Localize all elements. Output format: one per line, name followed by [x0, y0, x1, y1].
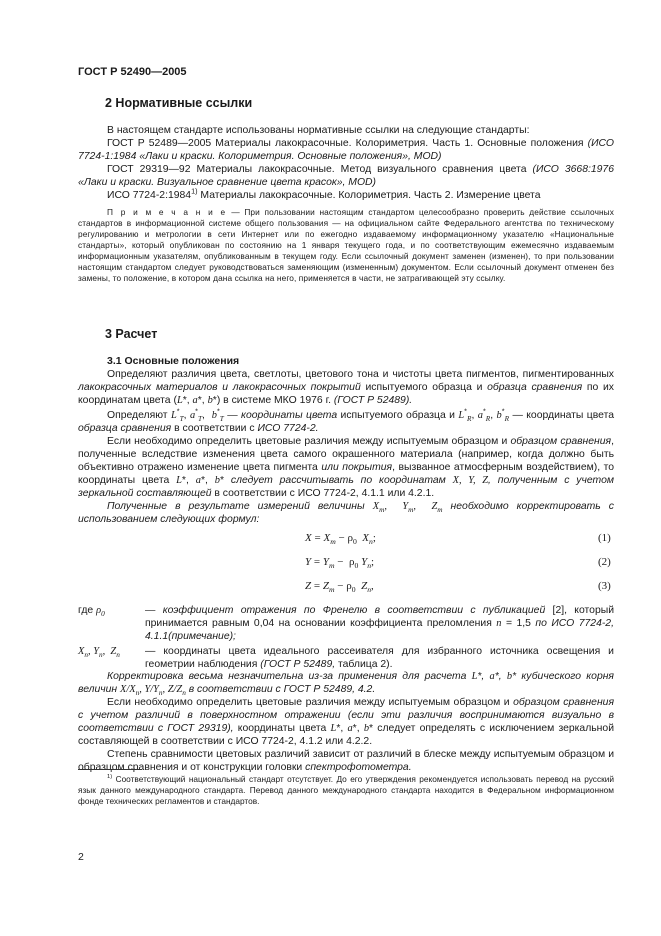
paragraph-cube-root: Корректировка весьма незначительна из-за применения для расчета L*, a*, b* кубического корня величин $X/X_n$, $Y/Y_n$, $Z/Z_n$ в соответствии с ГОСТ Р 52489, 4.2.: [78, 671, 614, 698]
section-3-title: 3 Расчет: [105, 327, 158, 341]
definition-xn-yn-zn: $X_n$, $Y_n$, $Z_n$ — координаты цвета идеального рассеивателя для избранного источника освещения и геометрии наблюдения (ГОСТ Р 52489, таблица 2).: [78, 646, 614, 670]
paragraph-coordinates: Определяют $L^*_T$, $a^*_T$, $b^*_T$ — координаты цвета испытуемого образца и $L^*_R$, $a^*_R$, $b^*_R$ — координаты цвета образца сравнения в соответствии с ИСО 7724-2.: [78, 406, 615, 434]
references-intro: В настоящем стандарте использованы нормативные ссылки на следующие стандарты:: [107, 125, 530, 136]
document-header: ГОСТ Р 52490—2005: [78, 66, 187, 78]
subsection-3-1-title: 3.1 Основные положения: [107, 355, 240, 367]
document-page: ГОСТ Р 52490—2005 2 Нормативные ссылки В настоящем стандарте использованы нормативные ссылки на следующие стандарты: ГОСТ Р 52489—2005 Материалы лакокрасочные. Колориметрия. Часть 1. Основные положения (ИСО 7724-1:1984 «Лаки и краски. Колориметрия. Основные положения», MOD) ГОСТ 29319—92 Материалы лакокрасочные. Метод визуального сравнения цвета (ИСО 3668:1976 «Лаки и краски. Визуальное сравнение цвета красок», MOD) ИСО 7724-2:1984$^{1)}$ Материалы лакокрасочные. Колориметрия. Часть 2. Измерение цвета П р и м е ч а н и е — При пользовании настоящим стандартом целесообразно проверить действие ссылочных стандартов в информационной системе общего пользования — на официальном сайте Федерального агентства по техническому регулированию и метрологии в сети Интернет или по ежегодно издаваемому информационному указателю «Национальные стандарты», который опубликован по состоянию на 1 января текущего года, и по соответствующим ежемесячно издаваемым информационным указателям, опубликованным в текущем году. Если ссылочный документ заменен (изменен), то при пользовании настоящим стандартом следует руководствоваться заменяющим (измененным) документом. Если ссылочный документ отменен без замены, то положение, в котором дана ссылка на него, применяется в части, не затрагивающей эту ссылку. 3 Расчет 3.1 Основные положения Определяют различия цвета, светлоты, цветового тона и чистоты цвета пигментов, пигментированных лакокрасочных материалов и лакокрасочных покрытий испытуемого образца и образца сравнения по их координатам цвета (L*, a*, b*) в системе МКО 1976 г. (ГОСТ Р 52489). Определяют $L^*_T$, $a^*_T$, $b^*_T$ — координаты цвета испытуемого образца и $L^*_R$, $a^*_R$, $b^*_R$ — координаты цвета образца сравнения в соответствии с ИСО 7724-2. Если необходимо определить цветовые различия между испытуемым образцом и образцом сравнения, полученные вследствие изменения цвета самого окрашенного материала (например, когда должно быть объективно отражено изменение цвета пигмента или покрытия, вызванное атмосферным воздействием), то координаты цвета L*, a*, b* следует рассчитывать по координатам X, Y, Z, полученным с учетом зеркальной составляющей в соответствии с ИСО 7724-2, 4.1.1 или 4.2.1. Полученные в результате измерений величины $X_m$, $Y_m$, $Z_m$ необходимо корректировать с использованием следующих формул: $X = X_m - \rho_0$ $X_n$; (1) $Y = Y_m - \rho_0$ $Y_n$; (2) $Z = Z_m - \rho_0$ $Z_n$, (3) где $\rho_0$ — коэффициент отражения по Френелю в соответствии с публикацией [2], который принимается равным 0,04 на основании коэффициента преломления n = 1,5 по ИСО 7724-2, 4.1.1(примечание); $X_n$, $Y_n$, $Z_n$ — координаты цвета идеального рассеивателя для избранного источника освещения и геометрии наблюдения (ГОСТ Р 52489, таблица 2). Корректировка весьма незначительна из-за применения для расчета L*, a*, b* кубического корня величин $X/X_n$, $Y/Y_n$, $Z/Z_n$ в соответствии с ГОСТ Р 52489, 4.2. Если необходимо определить цветовые различия между испытуемым образцом и образцом сравнения с учетом различий в поверхностном отражении (если эти различия воспринимаются визуально в соответствии с ГОСТ 29319), координаты цвета L*, a*, b* следует определять с исключением зеркальной составляющей в соответствии с ИСО 7724-2, 4.1.2 или 4.2.2. Степень сравнимости цветовых различий зависит от различий в блеске между испытуемым образцом и образцом сравнения и от конструкции головки спектрофотометра. $^{1)}$ Соответствующий национальный стандарт отсутствует. До его утверждения рекомендуется использовать перевод на русский язык данного международного стандарта. Перевод данного международного стандарта находится в Федеральном информационном фонде технических регламентов и стандартов. 2: [78, 66, 615, 863]
page-number: 2: [78, 851, 84, 863]
reference-gost-29319: ГОСТ 29319—92 Материалы лакокрасочные. Метод визуального сравнения цвета (ИСО 3668:1976 «Лаки и краски. Визуальное сравнение цвета красок», MOD): [78, 164, 614, 188]
section-3-body-continued: [78, 670, 614, 774]
paragraph-surface-reflection: Если необходимо определить цветовые различия между испытуемым образцом и образцом сравнения с учетом различий в поверхностном отражении (если эти различия воспринимаются визуально в соответствии с ГОСТ 29319), координаты цвета L*, a*, b* следует определять с исключением зеркальной составляющей в соответствии с ИСО 7724-2, 4.1.2 или 4.2.2.: [78, 697, 615, 747]
paragraph-correction: Полученные в результате измерений величины $X_m$, $Y_m$, $Z_m$ необходимо корректировать с использованием следующих формул:: [78, 501, 614, 525]
paragraph-color-differences: Определяют различия цвета, светлоты, цветового тона и чистоты цвета пигментов, пигментированных лакокрасочных материалов и лакокрасочных покрытий испытуемого образца и образца сравнения по их координатам цвета (L*, a*, b*) в системе МКО 1976 г. (ГОСТ Р 52489).: [78, 369, 614, 406]
section-2-title: 2 Нормативные ссылки: [105, 96, 253, 110]
definition-rho: где $\rho_0$ — коэффициент отражения по Френелю в соответствии с публикацией [2], который принимается равным 0,04 на основании коэффициента преломления n = 1,5 по ИСО 7724-2, 4.1.1(примечание);: [78, 605, 614, 642]
paragraph-gloss: Степень сравнимости цветовых различий зависит от различий в блеске между испытуемым образцом и образцом сравнения и от конструкции головки спектрофотометра.: [78, 749, 614, 773]
paragraph-specular: Если необходимо определить цветовые различия между испытуемым образцом и образцом сравнения, полученные вследствие изменения цвета самого окрашенного материала (например, когда должно быть объективно отражено изменение цвета пигмента или покрытия, вызванное атмосферным воздействием), то координаты цвета L*, a*, b* следует рассчитывать по координатам X, Y, Z, полученным с учетом зеркальной составляющей в соответствии с ИСО 7724-2, 4.1.1 или 4.2.1.: [78, 436, 614, 499]
footnote: $^{1)}$ Соответствующий национальный стандарт отсутствует. До его утверждения рекомендуется использовать перевод на русский язык данного международного стандарта. Перевод данного международного стандарта находится в Федеральном информационном фонде технических регламентов и стандартов.: [78, 774, 614, 806]
where-definitions: [78, 604, 614, 671]
footnote-divider: [78, 769, 142, 770]
reference-gost-52489: ГОСТ Р 52489—2005 Материалы лакокрасочные. Колориметрия. Часть 1. Основные положения (ИСО 7724-1:1984 «Лаки и краски. Колориметрия. Основные положения», MOD): [78, 138, 614, 162]
reference-iso-7724-2: ИСО 7724-2:1984$^{1)}$ Материалы лакокрасочные. Колориметрия. Часть 2. Измерение цвета: [107, 186, 541, 201]
references-note: П р и м е ч а н и е — При пользовании настоящим стандартом целесообразно проверить действие ссылочных стандартов в информационной системе общего пользования — на официальном сайте Федерального агентства по техническому регулированию и метрологии в сети Интернет или по ежегодно издаваемому информационному указателю «Национальные стандарты», который опубликован по состоянию на 1 января текущего года, и по соответствующим ежемесячно издаваемым информационным указателям, опубликованным в текущем году. Если ссылочный документ заменен (изменен), то при пользовании настоящим стандартом следует руководствоваться заменяющим (измененным) документом. Если ссылочный документ отменен без замены, то положение, в котором дана ссылка на него, применяется в части, не затрагивающей эту ссылку.: [78, 207, 614, 283]
section-3-body: [78, 368, 614, 526]
section-2-body: [78, 124, 614, 202]
